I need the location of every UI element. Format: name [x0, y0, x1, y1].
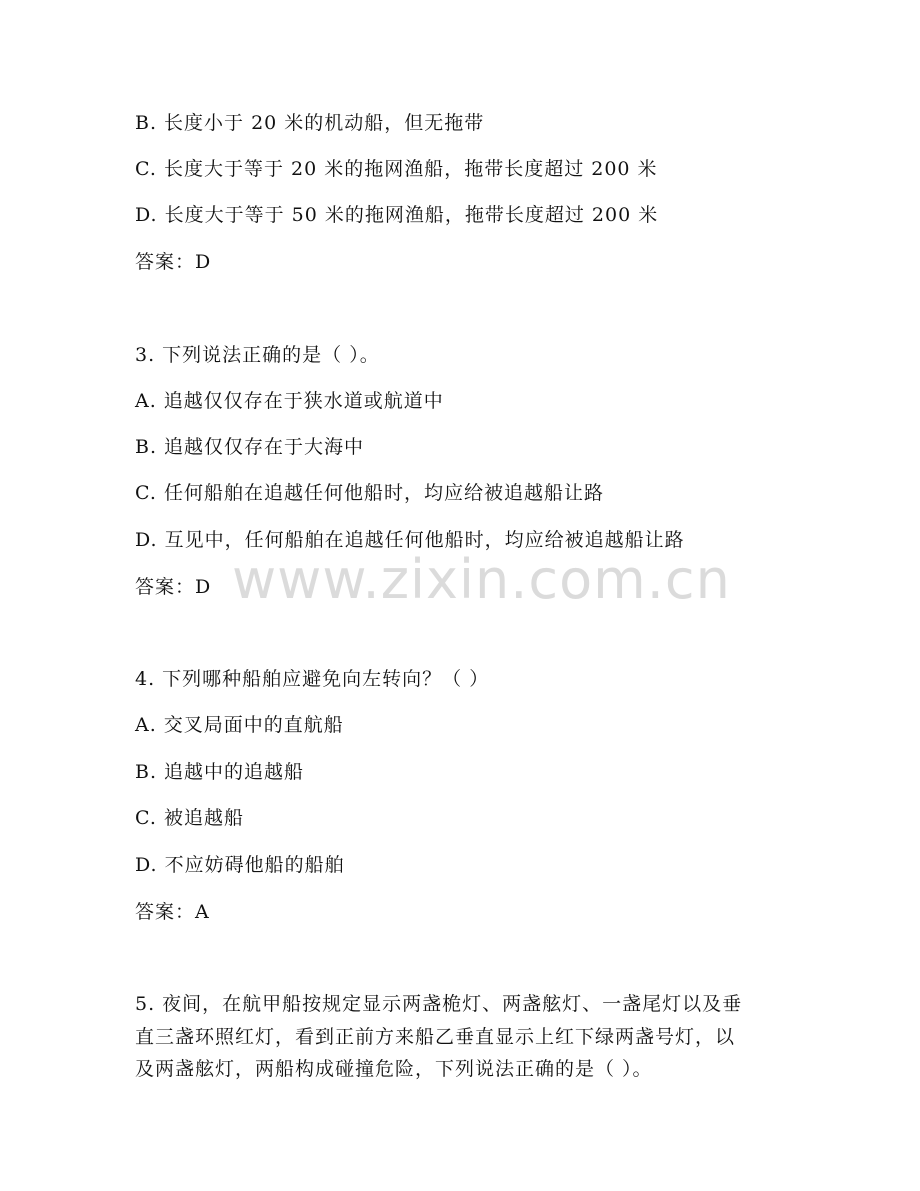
q4-option-a: A. 交叉局面中的直航船 — [135, 714, 344, 736]
watermark: www.zixin.com.cn — [232, 548, 731, 611]
q5-question-line-2: 直三盏环照红灯，看到正前方来船乙垂直显示上红下绿两盏号灯，以 — [135, 1026, 736, 1048]
q3-option-b: B. 追越仅仅存在于大海中 — [135, 436, 365, 458]
q2-answer: 答案：D — [135, 251, 212, 273]
q2-option-c: C. 长度大于等于 20 米的拖网渔船，拖带长度超过 200 米 — [135, 158, 658, 180]
q3-answer: 答案：D — [135, 576, 212, 598]
q4-question: 4. 下列哪种船舶应避免向左转向？（ ） — [135, 668, 490, 690]
q3-option-d: D. 互见中，任何船舶在追越任何他船时，均应给被追越船让路 — [135, 529, 685, 551]
q4-option-c: C. 被追越船 — [135, 807, 244, 829]
q3-option-c: C. 任何船舶在追越任何他船时，均应给被追越船让路 — [135, 482, 604, 504]
q4-option-b: B. 追越中的追越船 — [135, 761, 305, 783]
q5-question-line-1: 5. 夜间，在航甲船按规定显示两盏桅灯、两盏舷灯、一盏尾灯以及垂 — [135, 993, 743, 1015]
q3-question: 3. 下列说法正确的是（ ）。 — [135, 344, 380, 366]
q4-answer: 答案：A — [135, 901, 210, 923]
q5-question-line-3: 及两盏舷灯，两船构成碰撞危险，下列说法正确的是（ ）。 — [135, 1058, 653, 1080]
q2-option-b: B. 长度小于 20 米的机动船，但无拖带 — [135, 112, 485, 134]
q2-option-d: D. 长度大于等于 50 米的拖网渔船，拖带长度超过 200 米 — [135, 204, 659, 226]
q4-option-d: D. 不应妨碍他船的船舶 — [135, 854, 345, 876]
q3-option-a: A. 追越仅仅存在于狭水道或航道中 — [135, 390, 444, 412]
